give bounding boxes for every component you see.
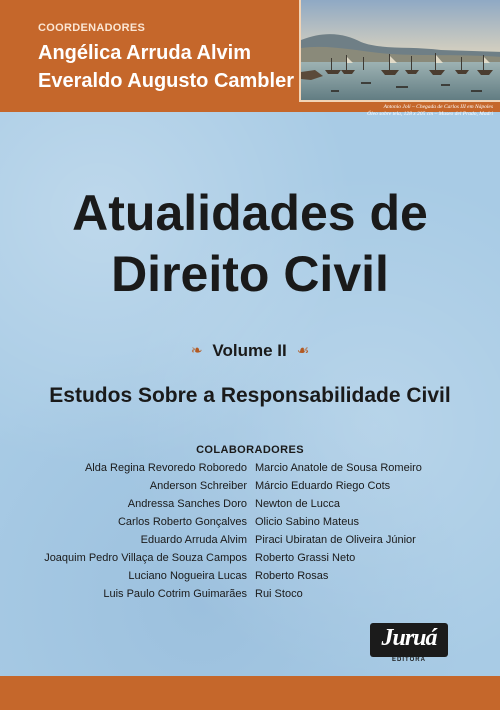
collaborator-name: Piraci Ubiratan de Oliveira Júnior	[255, 534, 416, 546]
collaborator-name: Olicio Sabino Mateus	[255, 516, 359, 528]
collaborators-left-column	[30, 459, 247, 603]
coordinators-heading: COORDENADORES	[38, 22, 146, 34]
collaborator-name: Carlos Roberto Gonçalves	[117, 516, 247, 528]
collaborator-name: Luis Paulo Cotrim Guimarães	[103, 588, 247, 600]
volume-label: Volume II	[212, 341, 287, 360]
ornament-icon: ❧	[190, 343, 203, 359]
book-title-line: Atualidades de	[72, 185, 428, 241]
painting-caption	[303, 104, 493, 118]
collaborator-name: Joaquim Pedro Villaça de Souza Campos	[44, 552, 247, 564]
collaborator-name: Roberto Rosas	[255, 570, 329, 582]
collaborator-name: Newton de Lucca	[255, 498, 340, 510]
coordinator-name: Angélica Arruda Alvim	[38, 42, 252, 64]
cover-painting	[299, 0, 500, 102]
ornament-icon: ☙	[296, 343, 310, 359]
collaborator-name: Andressa Sanches Doro	[127, 498, 247, 510]
collaborator-name: Anderson Schreiber	[149, 480, 247, 492]
caption-line: Antonio Joli – Chegada de Carlos III em Nápoles	[383, 104, 493, 110]
collaborators-right-column	[255, 459, 485, 603]
publisher-logo-text: Juruá	[381, 625, 437, 651]
collaborator-name: Luciano Nogueira Lucas	[128, 570, 247, 582]
collaborator-name: Roberto Grassi Neto	[255, 552, 356, 564]
collaborators-heading: COLABORADORES	[196, 444, 304, 456]
collaborator-name: Eduardo Arruda Alvim	[140, 534, 247, 546]
publisher-logo	[370, 623, 448, 668]
collaborator-name: Marcio Anatole de Sousa Romeiro	[255, 462, 422, 474]
volume-row	[0, 340, 500, 362]
collaborator-name: Rui Stoco	[255, 588, 303, 600]
caption-line: Óleo sobre tela, 128 x 205 cm – Museo del Prado, Madri	[367, 111, 493, 117]
bottom-band	[0, 676, 500, 710]
book-subtitle: Estudos Sobre a Responsabilidade Civil	[49, 384, 451, 407]
coordinator-name: Everaldo Augusto Cambler	[38, 70, 294, 92]
publisher-logo-subtext: EDITORA	[392, 657, 426, 663]
collaborator-name: Márcio Eduardo Riego Cots	[255, 480, 391, 492]
collaborator-name: Alda Regina Revoredo Roboredo	[84, 462, 247, 474]
book-title-line: Direito Civil	[111, 246, 389, 302]
